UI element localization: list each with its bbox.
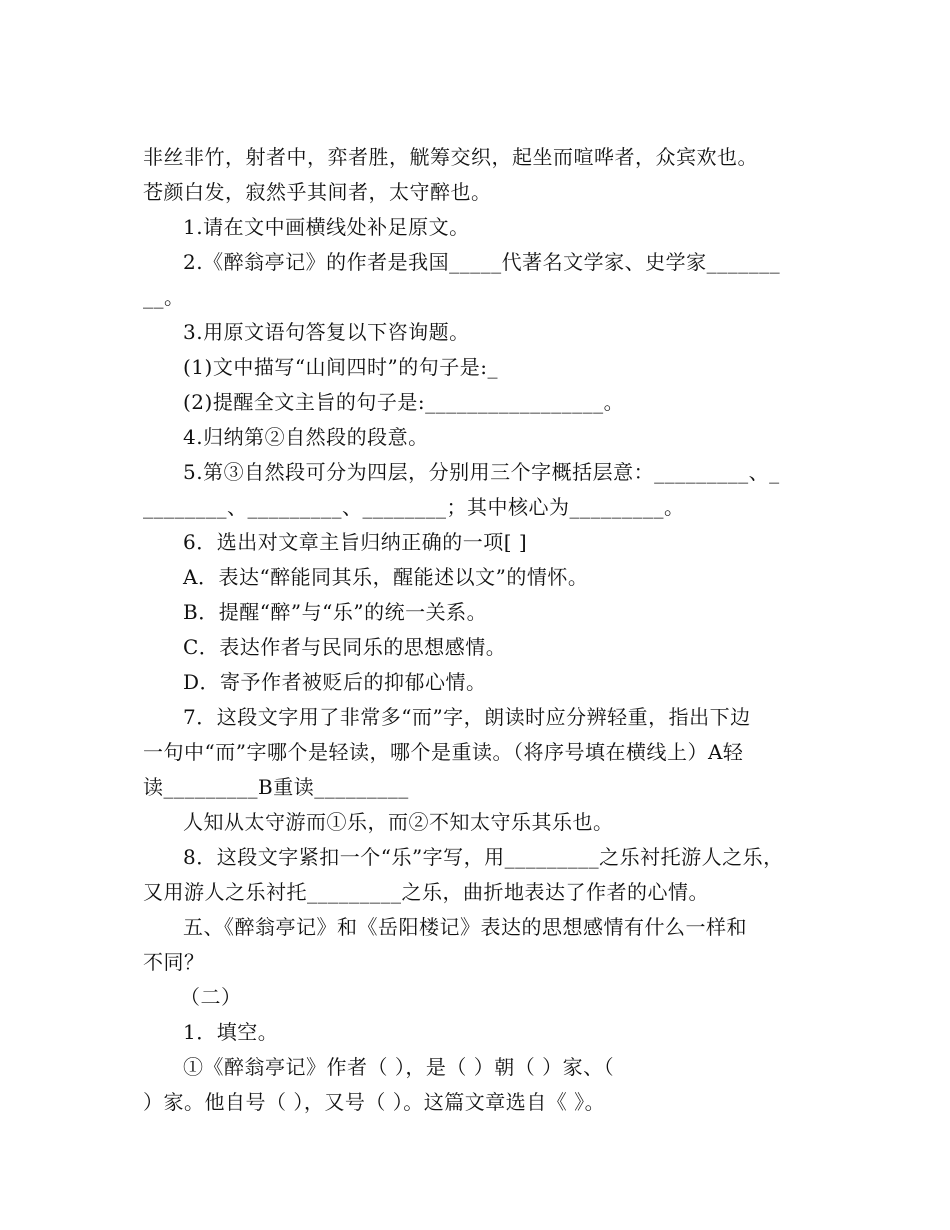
fill-in-heading: 1．填空。 (183, 1020, 279, 1044)
option-c: C．表达作者与民同乐的思想感情。 (183, 635, 507, 659)
question-6: 6．选出对文章主旨归纳正确的一项[ ] (183, 530, 528, 554)
question-2: 2.《醉翁亭记》的作者是我国_____代著名文学家、史学家_______ (183, 250, 781, 274)
question-7-cont: 一句中“而”字哪个是轻读，哪个是重读。（将序号填在横线上）A轻 (143, 740, 744, 764)
text-line-2: 苍颜白发，寂然乎其间者，太守醉也。 (143, 180, 492, 204)
question-7: 7．这段文字用了非常多“而”字，朗读时应分辨轻重，指出下边 (183, 705, 751, 729)
question-5-cont: ________、_________、________；其中核心为_________。 (143, 495, 685, 519)
question-7-sentence: 人知从太守游而①乐，而②不知太守乐其乐也。 (183, 810, 614, 834)
question-7-cont-2: 读_________B重读_________ (143, 775, 409, 799)
fill-in-1: ①《醉翁亭记》作者（ ），是（ ）朝（ ）家、（ (183, 1055, 615, 1079)
question-5: 5.第③自然段可分为四层，分别用三个字概括层意：_________、_ (183, 460, 780, 484)
section-five: 五、《醉翁亭记》和《岳阳楼记》表达的思想感情有什么一样和 (183, 915, 747, 939)
section-five-cont: 不同？ (143, 950, 205, 974)
question-1: 1.请在文中画横线处补足原文。 (183, 215, 470, 239)
fill-in-1-cont: ）家。他自号（ ），又号（ ）。这篇文章选自《 》。 (143, 1090, 606, 1114)
question-3: 3.用原文语句答复以下咨询题。 (183, 320, 470, 344)
question-4: 4.归纳第②自然段的段意。 (183, 425, 429, 449)
question-3-1: (1)文中描写“山间四时”的句子是:_ (183, 355, 499, 379)
option-b: B．提醒“醉”与“乐”的统一关系。 (183, 600, 488, 624)
option-d: D．寄予作者被贬后的抑郁心情。 (183, 670, 487, 694)
question-8: 8．这段文字紧扣一个“乐”字写，用_________之乐衬托游人之乐， (183, 845, 784, 869)
option-a: A．表达“醉能同其乐，醒能述以文”的情怀。 (183, 565, 589, 589)
question-8-cont: 又用游人之乐衬托_________之乐，曲折地表达了作者的心情。 (143, 880, 709, 904)
section-two-heading: （二） (180, 985, 242, 1009)
text-line-1: 非丝非竹，射者中，弈者胜，觥筹交织，起坐而喧哗者，众宾欢也。 (143, 145, 758, 169)
question-3-2: (2)提醒全文主旨的句子是:_________________。 (183, 390, 625, 414)
question-2-cont: __。 (143, 285, 185, 309)
